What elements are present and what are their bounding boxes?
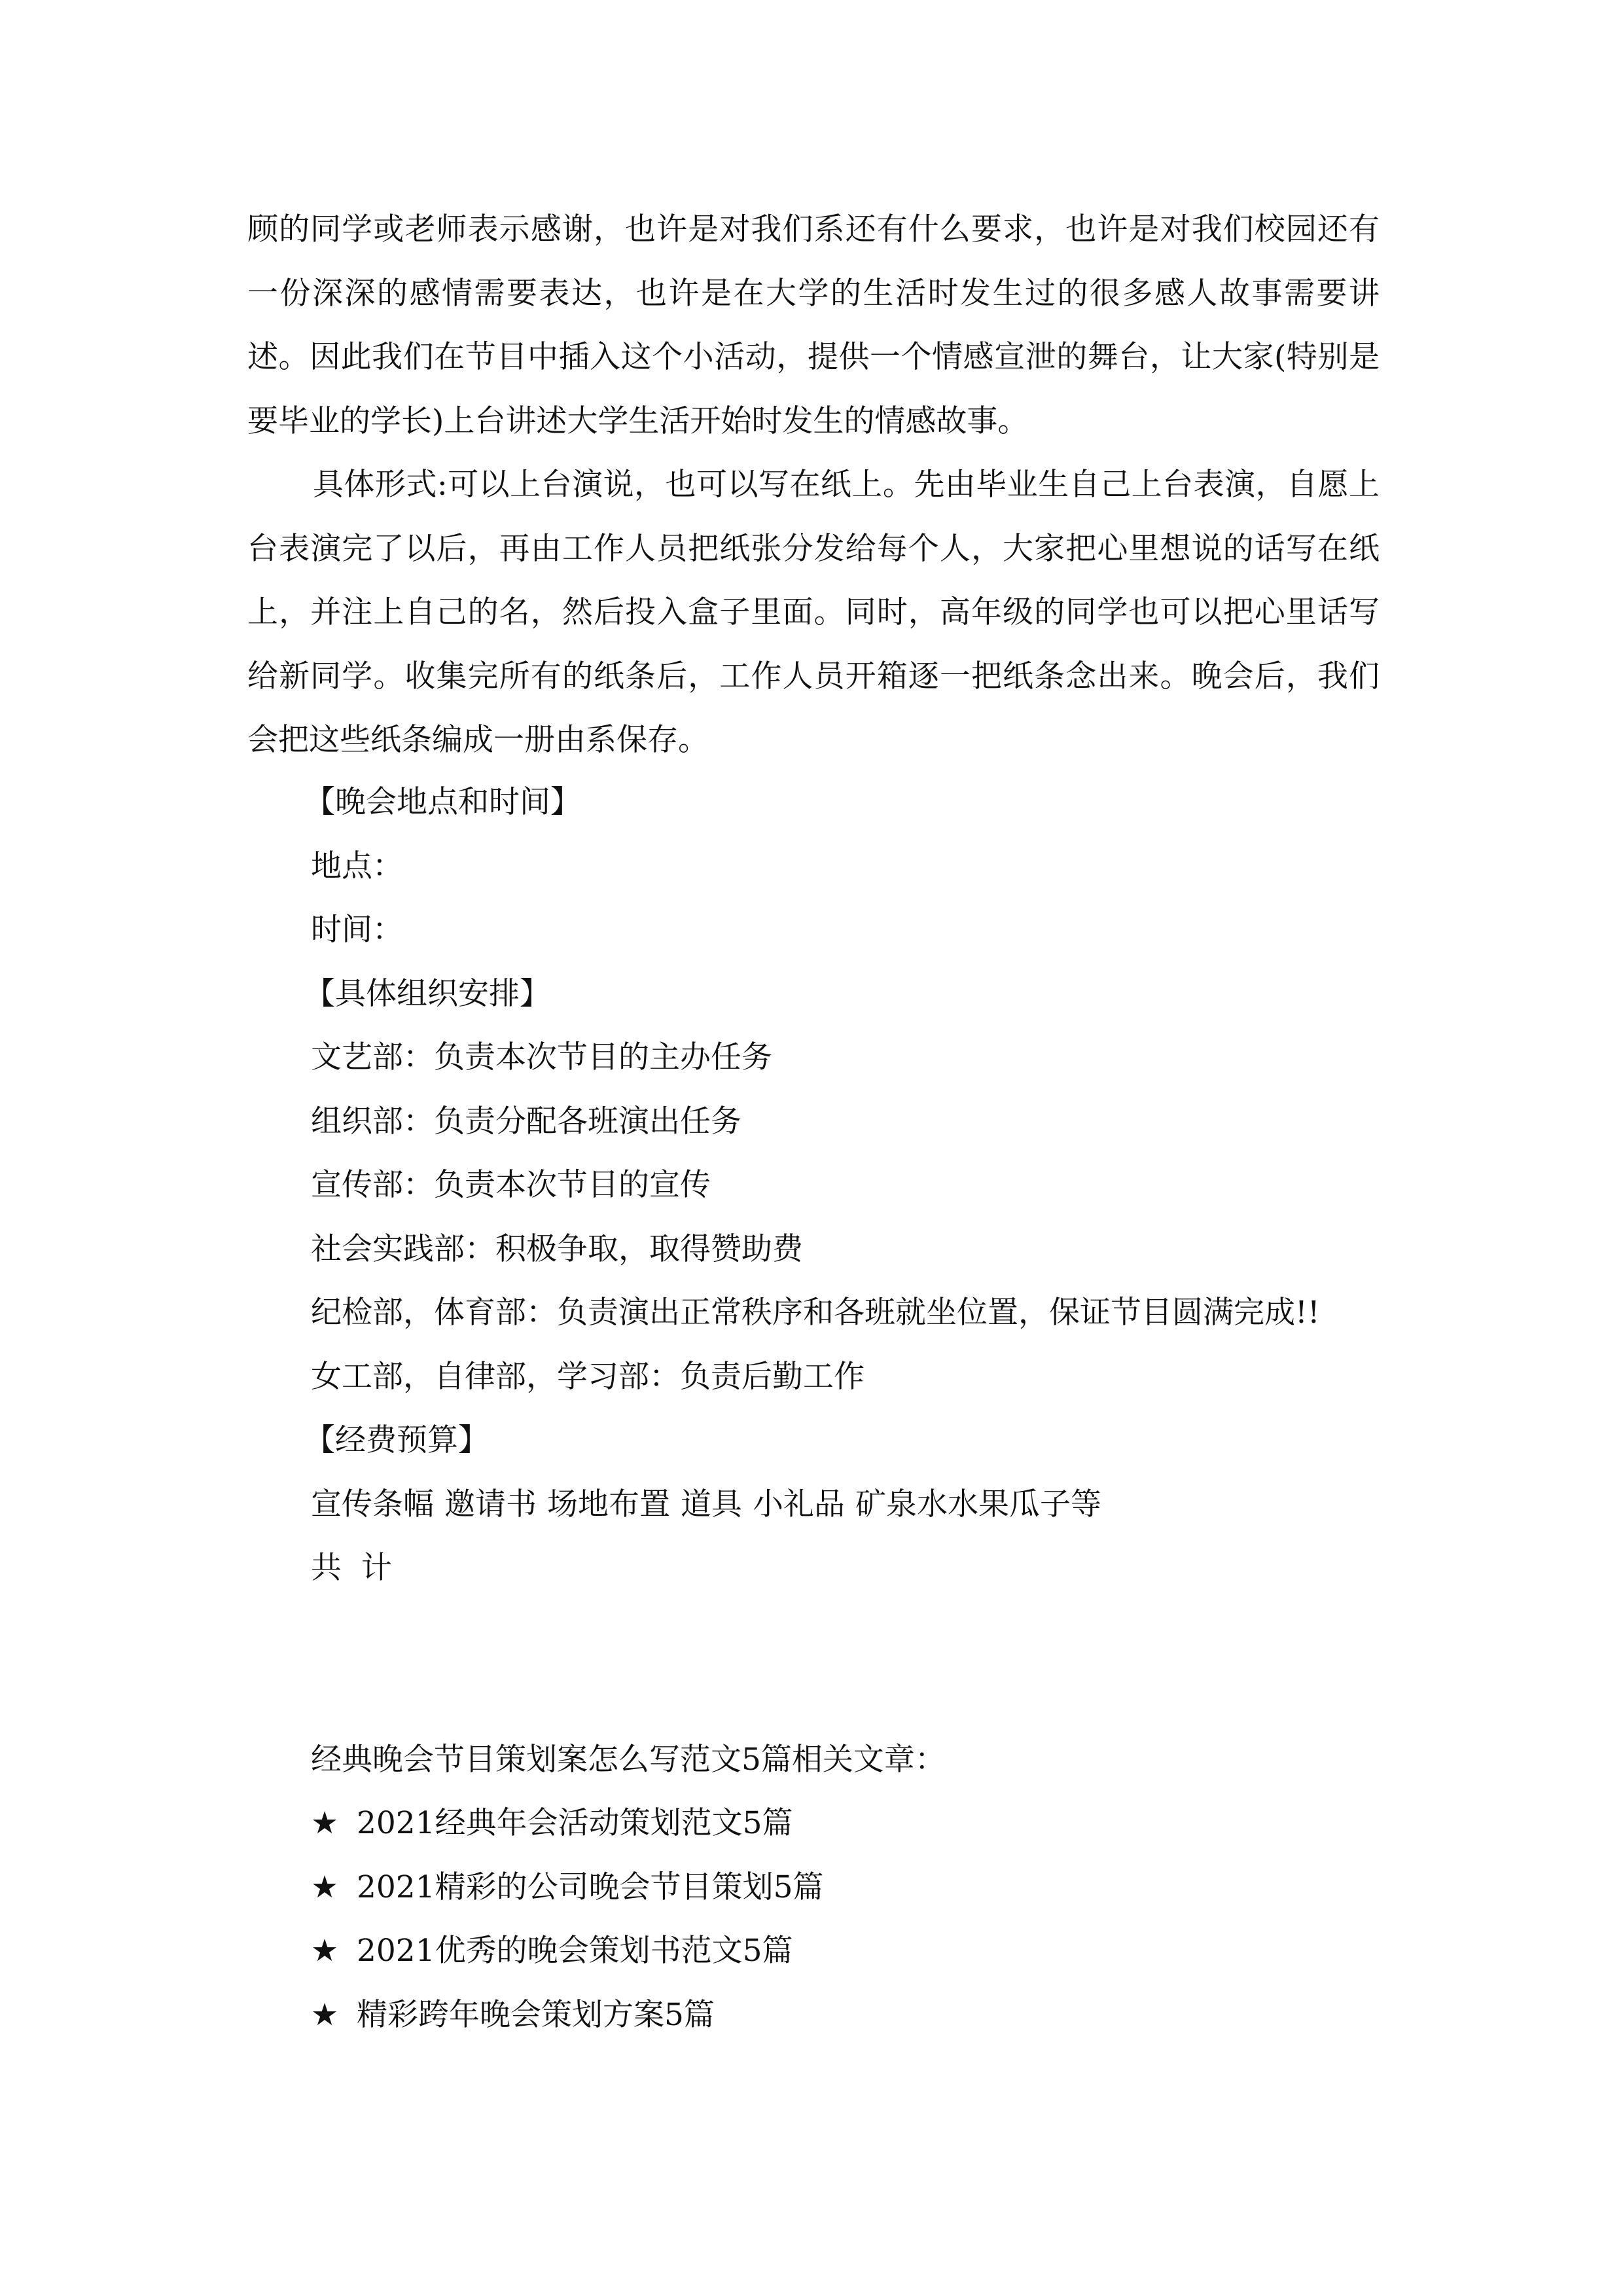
- related-article-title: 2021精彩的公司晚会节目策划5篇: [357, 1869, 824, 1905]
- budget-items: [311, 1485, 1101, 1524]
- paragraph-intro-continuation: 顾的同学或老师表示感谢，也许是对我们系还有什么要求，也许是对我们校园还有一份深深的感情需要表达，也许是在大学的生活时发生过的很多感人故事需要讲述。因此我们在节目中插入这个小活动，提供一个情感宣泄的舞台，让大家(特别是要毕业的学长)上台讲述大学生活开始时发生的情感故事。: [247, 211, 1380, 439]
- venue-time: 时间：: [311, 912, 403, 948]
- organization-item: 宣传部：负责本次节目的宣传: [311, 1167, 711, 1203]
- star-icon: ★: [311, 1997, 339, 2033]
- budget-item: 场地布置: [547, 1486, 670, 1522]
- budget-total: 共 计: [311, 1550, 392, 1586]
- related-article-title: 精彩跨年晚会策划方案5篇: [357, 1997, 715, 2033]
- organization-item: 组织部：负责分配各班演出任务: [311, 1103, 741, 1139]
- organization-item: 文艺部：负责本次节目的主办任务: [311, 1039, 772, 1075]
- related-article-link[interactable]: [311, 1868, 824, 1907]
- paragraph-format-description: 具体形式:可以上台演说，也可以写在纸上。先由毕业生自己上台表演，自愿上台表演完了以后，再由工作人员把纸张分发给每个人，大家把心里想说的话写在纸上，并注上自己的名，然后投入盒子里面。同时，高年级的同学也可以把心里话写给新同学。收集完所有的纸条后，工作人员开箱逐一把纸条念出来。晚会后，我们会把这些纸条编成一册由系保存。: [247, 467, 1380, 758]
- budget-item: 小礼品: [753, 1486, 845, 1522]
- related-article-title: 2021优秀的晚会策划书范文5篇: [357, 1933, 793, 1969]
- star-icon: ★: [311, 1933, 339, 1969]
- heading-budget: 【经费预算】: [304, 1422, 489, 1458]
- related-article-link[interactable]: [311, 1804, 793, 1843]
- organization-item: 女工部，自律部，学习部：负责后勤工作: [311, 1359, 865, 1395]
- organization-item: 纪检部，体育部：负责演出正常秩序和各班就坐位置，保证节目圆满完成!!: [311, 1295, 1320, 1331]
- star-icon: ★: [311, 1805, 339, 1841]
- budget-item: 宣传条幅: [311, 1486, 434, 1522]
- star-icon: ★: [311, 1869, 339, 1905]
- related-article-title: 2021经典年会活动策划范文5篇: [357, 1805, 793, 1841]
- budget-item: 矿泉水水果瓜子等: [855, 1486, 1101, 1522]
- budget-item: 道具: [681, 1486, 742, 1522]
- organization-item: 社会实践部：积极争取，取得赞助费: [311, 1231, 803, 1267]
- related-article-link[interactable]: [311, 1996, 715, 2035]
- heading-organization: 【具体组织安排】: [304, 976, 550, 1012]
- venue-place: 地点：: [311, 848, 403, 884]
- related-articles-heading: 经典晚会节目策划案怎么写范文5篇相关文章：: [311, 1742, 946, 1778]
- heading-venue-time: 【晚会地点和时间】: [304, 784, 581, 820]
- related-article-link[interactable]: [311, 1931, 793, 1971]
- budget-item: 邀请书: [444, 1486, 537, 1522]
